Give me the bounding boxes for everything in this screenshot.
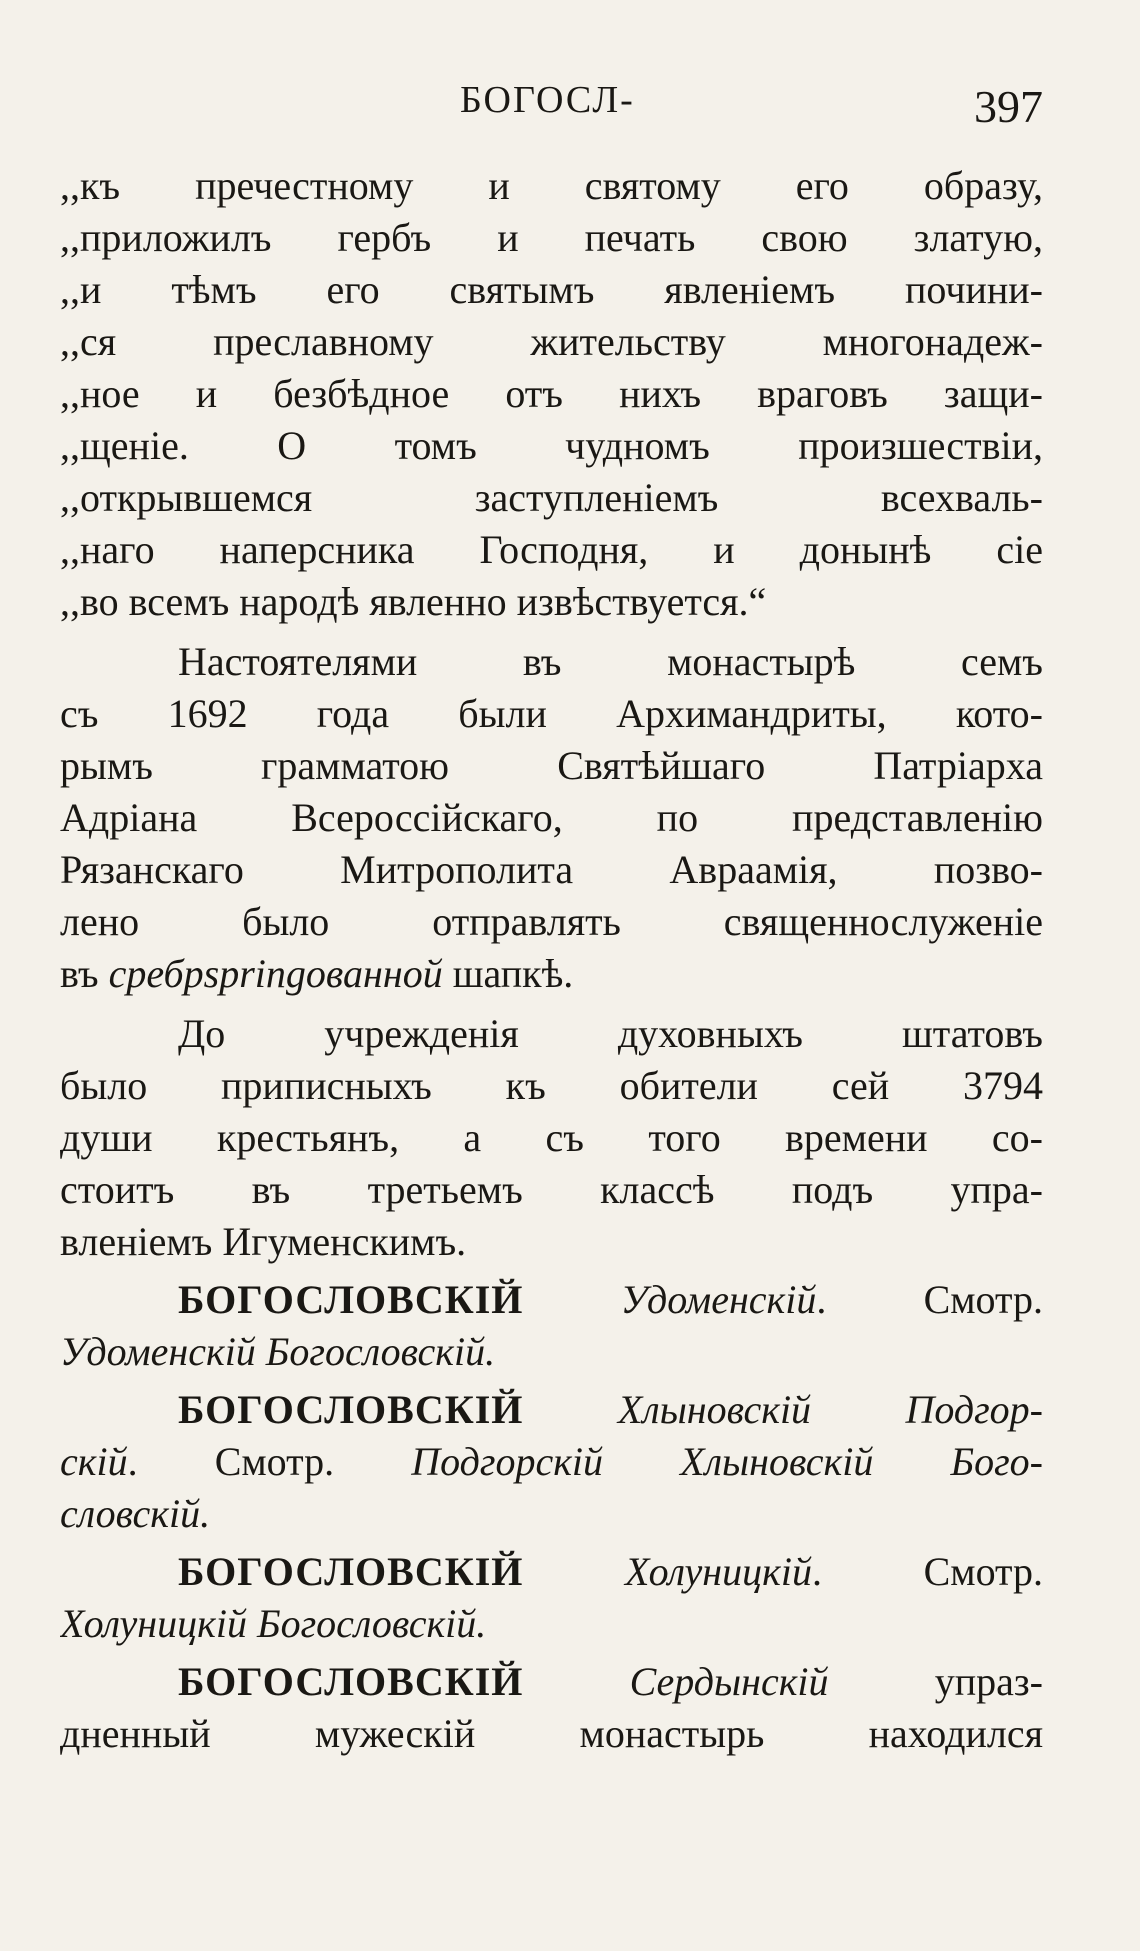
text-line — [60, 844, 1043, 896]
text-run: дненный мужескій монастырь находился — [60, 1711, 1043, 1756]
text-run: . Смотр. — [816, 1277, 1043, 1322]
page-header — [60, 78, 1043, 138]
italic-term: Сердынскій — [629, 1659, 829, 1704]
text-line — [60, 420, 1043, 472]
text-run: . Смотр. — [811, 1549, 1043, 1594]
text-line — [60, 1546, 1043, 1598]
italic-term: Удоменскій Богословскій. — [60, 1329, 496, 1374]
text-line — [60, 524, 1043, 576]
italic-term: Подгорскій Хлыновскій Бого- — [411, 1439, 1043, 1484]
text-run: вленіемъ Игуменскимъ. — [60, 1219, 467, 1264]
text-run: Рязанскаго Митрополита Авраамія, позво- — [60, 847, 1043, 892]
italic-term: скій — [60, 1439, 128, 1484]
text-line — [60, 1656, 1043, 1708]
text-line — [60, 1436, 1043, 1488]
text-run: ,,открывшемся заступленіемъ всехваль- — [60, 475, 1043, 520]
italic-term: Холуницкій — [625, 1549, 812, 1594]
text-run: ,,ся преславному жительству многонадеж- — [60, 319, 1043, 364]
text-run: ,,приложилъ гербъ и печать свою златую, — [60, 215, 1043, 260]
text-run: . Смотр. — [127, 1439, 412, 1484]
text-run: упраз- — [828, 1659, 1043, 1704]
text-run: лено было отправлять священнослуженіе — [60, 899, 1043, 944]
text-line — [60, 1216, 1043, 1268]
text-run: рымъ грамматою Святѣйшаго Патріарха — [60, 743, 1043, 788]
text-line — [60, 1112, 1043, 1164]
text-run: ,,ное и безбѣдное отъ нихъ враговъ защи- — [60, 371, 1043, 416]
text-line — [60, 472, 1043, 524]
text-line — [60, 1008, 1043, 1060]
text-line — [60, 1164, 1043, 1216]
text-line — [60, 792, 1043, 844]
text-line — [60, 1384, 1043, 1436]
text-line — [60, 576, 1043, 628]
text-line — [60, 1708, 1043, 1760]
text-line — [60, 1598, 1043, 1650]
text-line — [60, 316, 1043, 368]
entry-heading: БОГОСЛОВСКІЙ — [178, 1659, 524, 1704]
text-line — [60, 740, 1043, 792]
italic-term: Хлыновскій Подгор- — [617, 1387, 1043, 1432]
text-run: въ — [60, 951, 109, 996]
text-run: стоитъ въ третьемъ классѣ подъ упра- — [60, 1167, 1043, 1212]
italic-term: словскій. — [60, 1491, 211, 1536]
entry-heading: БОГОСЛОВСКІЙ — [178, 1387, 524, 1432]
text-line — [60, 368, 1043, 420]
text-run: ,,щеніе. О томъ чудномъ произшествіи, — [60, 423, 1043, 468]
text-run: Настоятелями въ монастырѣ семъ — [178, 639, 1043, 684]
italic-term: Холуницкій Богословскій. — [60, 1601, 487, 1646]
page-number: 397 — [974, 81, 1043, 132]
italic-term: сребрspringованной — [108, 951, 443, 996]
text-line — [60, 896, 1043, 948]
text-line — [60, 688, 1043, 740]
text-line — [60, 948, 1043, 1000]
text-line — [60, 1488, 1043, 1540]
text-run: шапкѣ. — [442, 951, 574, 996]
text-run: До учрежденія духовныхъ штатовъ — [178, 1011, 1043, 1056]
text-run: ,,и тѣмъ его святымъ явленіемъ почини- — [60, 267, 1043, 312]
text-run: ,,къ пречестному и святому его образу, — [60, 163, 1043, 208]
text-run — [523, 1549, 625, 1594]
text-run: было приписныхъ къ обители сей 3794 — [60, 1063, 1043, 1108]
text-run — [523, 1659, 629, 1704]
body-text — [60, 160, 1043, 1760]
entry-heading: БОГОСЛОВСКІЙ — [178, 1277, 524, 1322]
text-line — [60, 1274, 1043, 1326]
text-run: души крестьянъ, а съ того времени со- — [60, 1115, 1043, 1160]
text-run: ,,наго наперсника Господня, и донынѣ сіе — [60, 527, 1043, 572]
running-head: БОГОСЛ- — [460, 79, 635, 121]
text-run — [523, 1277, 620, 1322]
text-run — [523, 1387, 617, 1432]
text-run: съ 1692 года были Архимандриты, кото- — [60, 691, 1043, 736]
text-line — [60, 160, 1043, 212]
text-line — [60, 636, 1043, 688]
entry-heading: БОГОСЛОВСКІЙ — [178, 1549, 524, 1594]
text-run: Адріана Всероссійскаго, по представленію — [60, 795, 1043, 840]
text-line — [60, 212, 1043, 264]
italic-term: Удоменскій — [620, 1277, 817, 1322]
text-line — [60, 264, 1043, 316]
text-run: ,,во всемъ народѣ явленно извѣствуется.“ — [60, 579, 767, 624]
text-line — [60, 1060, 1043, 1112]
text-line — [60, 1326, 1043, 1378]
